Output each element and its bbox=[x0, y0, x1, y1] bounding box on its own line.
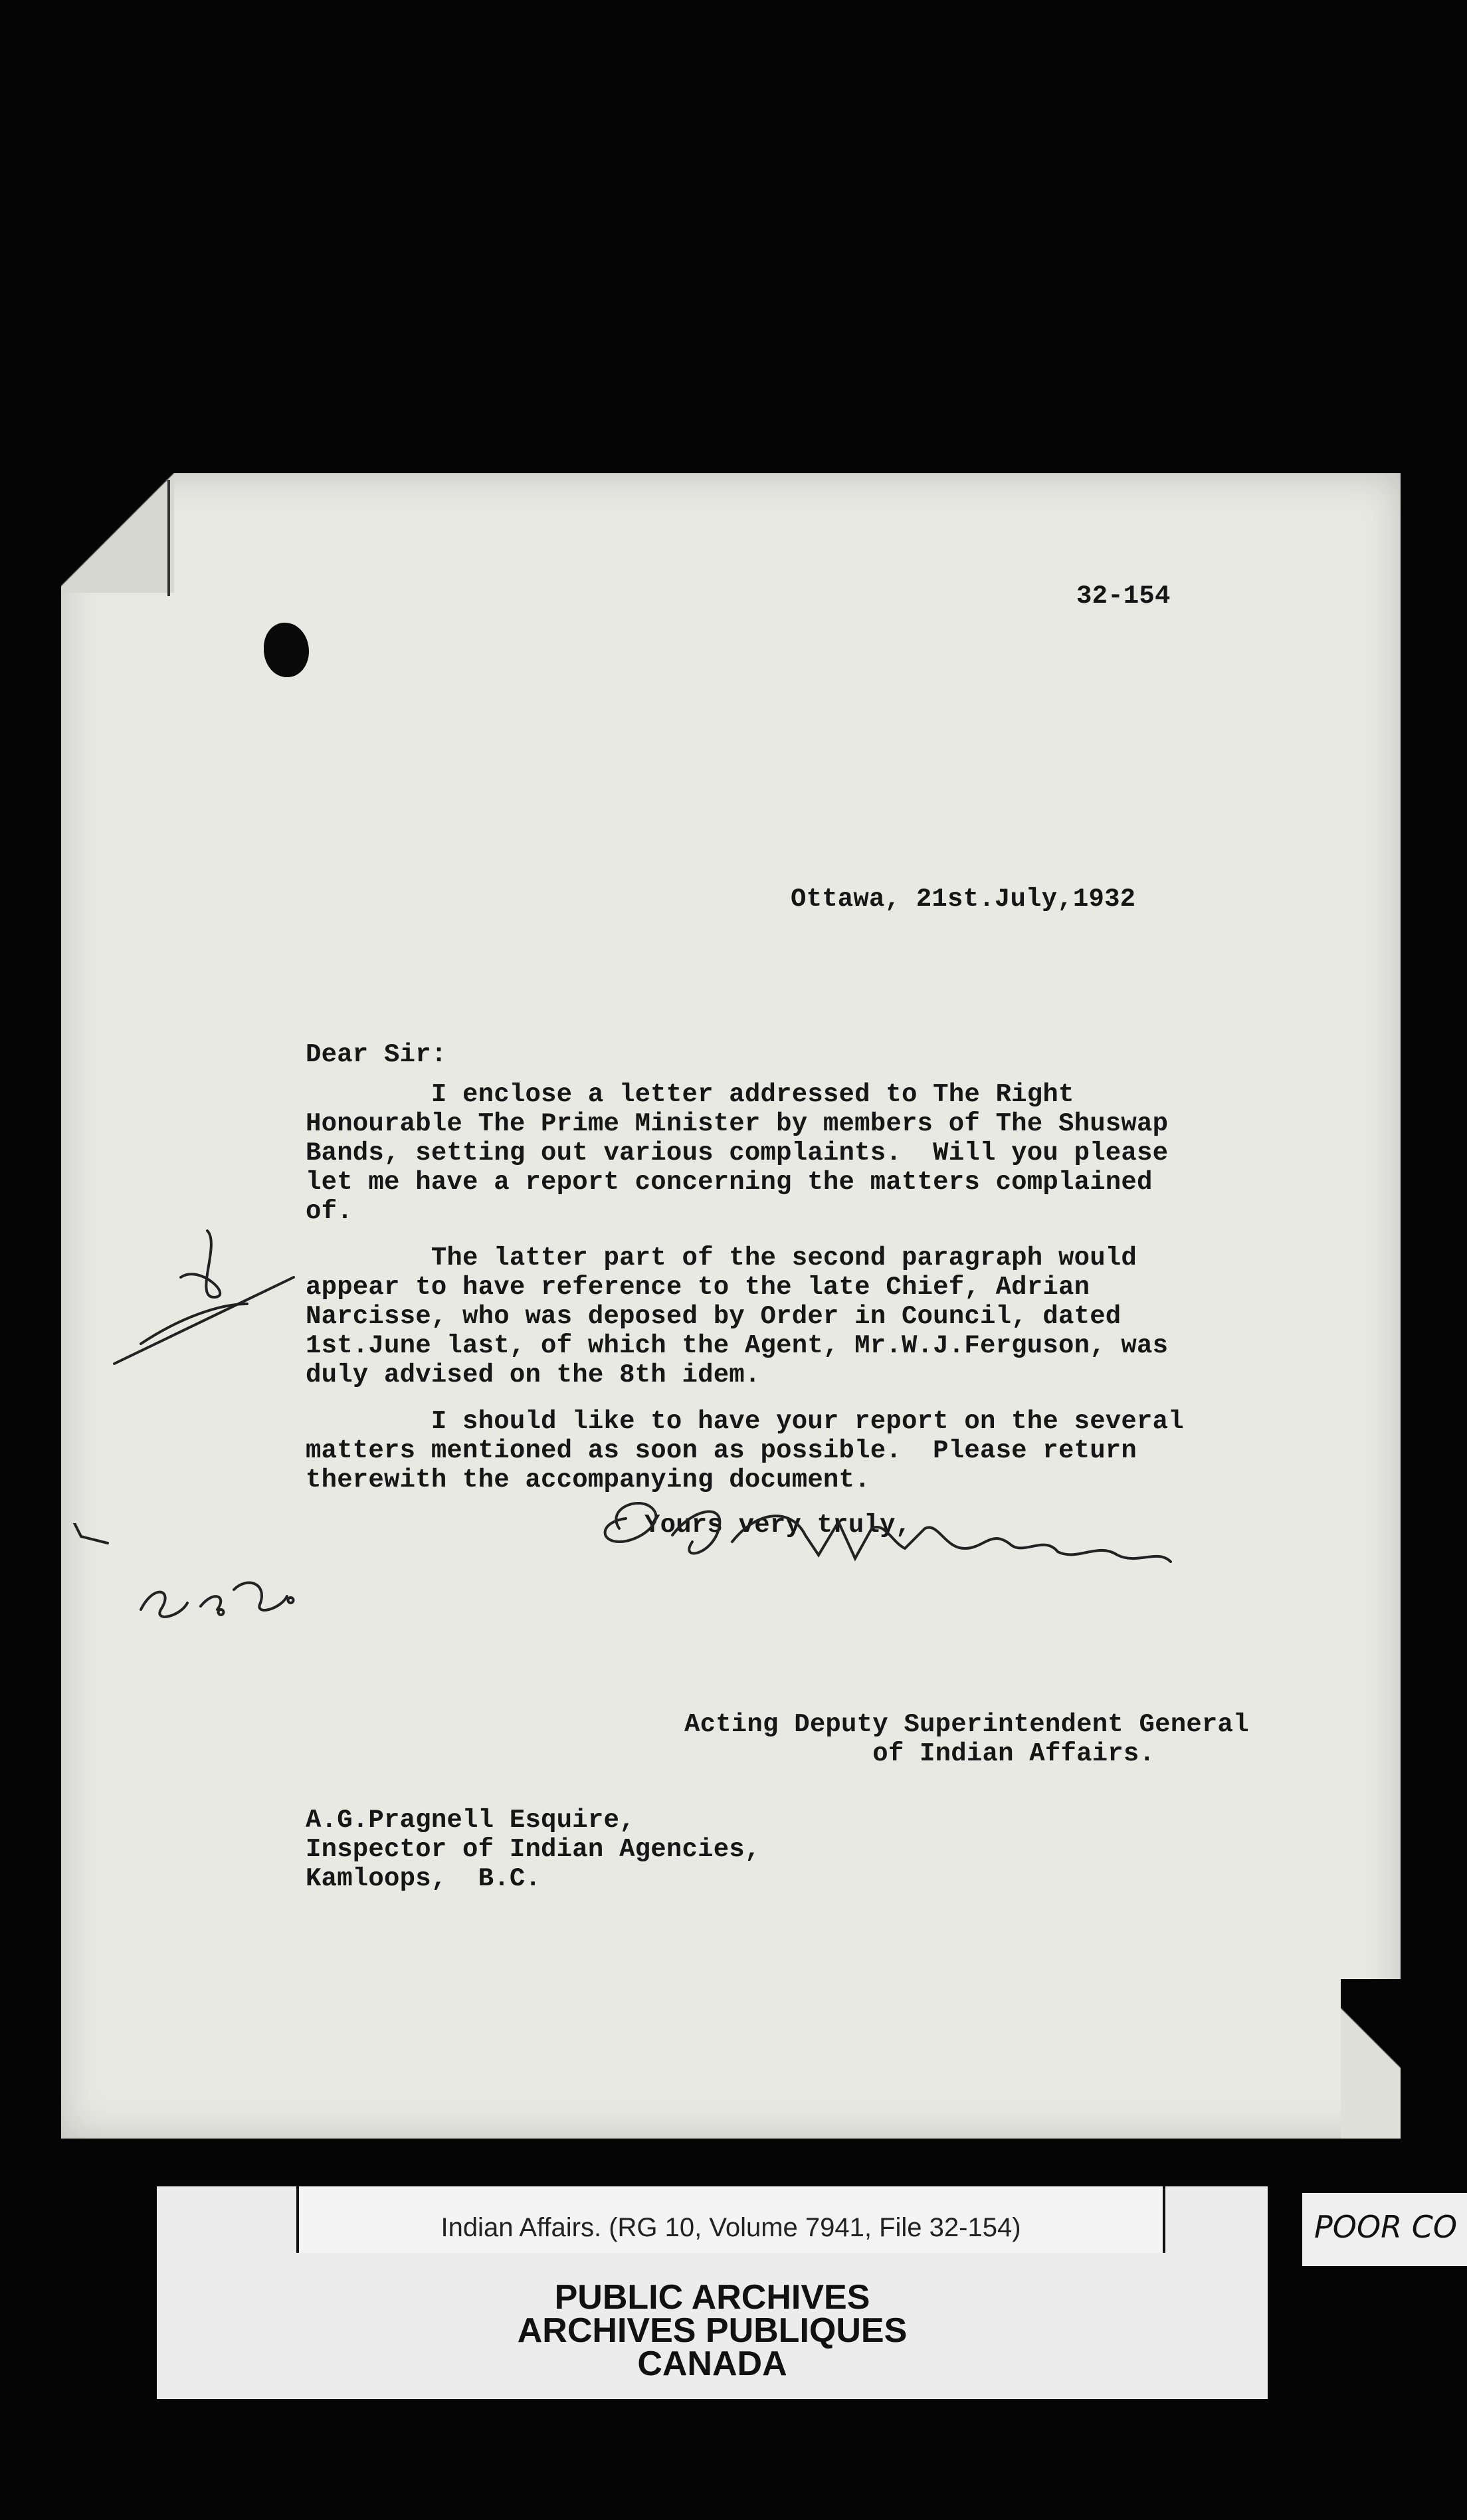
paragraph-line: matters mentioned as soon as possible. Please return bbox=[306, 1436, 1137, 1465]
paragraph-line: I should like to have your report on the several bbox=[306, 1407, 1184, 1436]
condition-note: POOR CO bbox=[1314, 2209, 1458, 2245]
paragraph-line: 1st.June last, of which the Agent, Mr.W.J.Ferguson, was bbox=[306, 1331, 1169, 1360]
archive-label bbox=[157, 2186, 1268, 2399]
addressee-line: Inspector of Indian Agencies, bbox=[306, 1835, 761, 1864]
closing: Yours very truly, bbox=[644, 1511, 912, 1540]
paragraph-line: therewith the accompanying document. bbox=[306, 1465, 870, 1495]
signature-title-line: Acting Deputy Superintendent General bbox=[684, 1710, 1249, 1739]
addressee-line: Kamloops, B.C. bbox=[306, 1864, 541, 1893]
paragraph-line: Narcisse, who was deposed by Order in Council, dated bbox=[306, 1302, 1122, 1331]
label-tab bbox=[296, 2186, 1165, 2253]
folded-bottom-corner bbox=[1341, 1979, 1401, 2139]
fold-crease bbox=[167, 480, 170, 596]
handwritten-initials bbox=[61, 1523, 327, 1643]
paragraph-line: of. bbox=[306, 1197, 353, 1226]
file-number: 32-154 bbox=[1076, 581, 1171, 611]
paragraph-line: Bands, setting out various complaints. Will you please bbox=[306, 1138, 1169, 1168]
archive-name-en: PUBLIC ARCHIVES bbox=[554, 2278, 870, 2317]
paragraph-line: appear to have reference to the late Chief, Adrian bbox=[306, 1273, 1090, 1302]
salutation: Dear Sir: bbox=[306, 1040, 447, 1069]
handwritten-signature bbox=[593, 1482, 1257, 1608]
punch-hole bbox=[264, 623, 309, 677]
archive-name-fr: ARCHIVES PUBLIQUES bbox=[517, 2311, 908, 2350]
paragraph-line: let me have a report concerning the matters complained bbox=[306, 1168, 1153, 1197]
archive-country: CANADA bbox=[637, 2345, 787, 2383]
addressee-line: A.G.Pragnell Esquire, bbox=[306, 1806, 635, 1835]
folded-corner bbox=[61, 473, 174, 593]
margin-check-mark bbox=[101, 1204, 340, 1390]
archive-reference: Indian Affairs. (RG 10, Volume 7941, File 32-154) bbox=[440, 2213, 1021, 2242]
condition-note-card bbox=[1302, 2193, 1467, 2266]
paragraph-line: duly advised on the 8th idem. bbox=[306, 1360, 761, 1390]
letter-sheet bbox=[61, 473, 1401, 2139]
paragraph-line: The latter part of the second paragraph would bbox=[306, 1243, 1137, 1273]
paragraph-line: I enclose a letter addressed to The Right bbox=[306, 1080, 1074, 1109]
signature-title-line: of Indian Affairs. bbox=[684, 1739, 1155, 1768]
paragraph-line: Honourable The Prime Minister by members of The Shuswap bbox=[306, 1109, 1169, 1138]
date-line: Ottawa, 21st.July,1932 bbox=[791, 885, 1136, 914]
